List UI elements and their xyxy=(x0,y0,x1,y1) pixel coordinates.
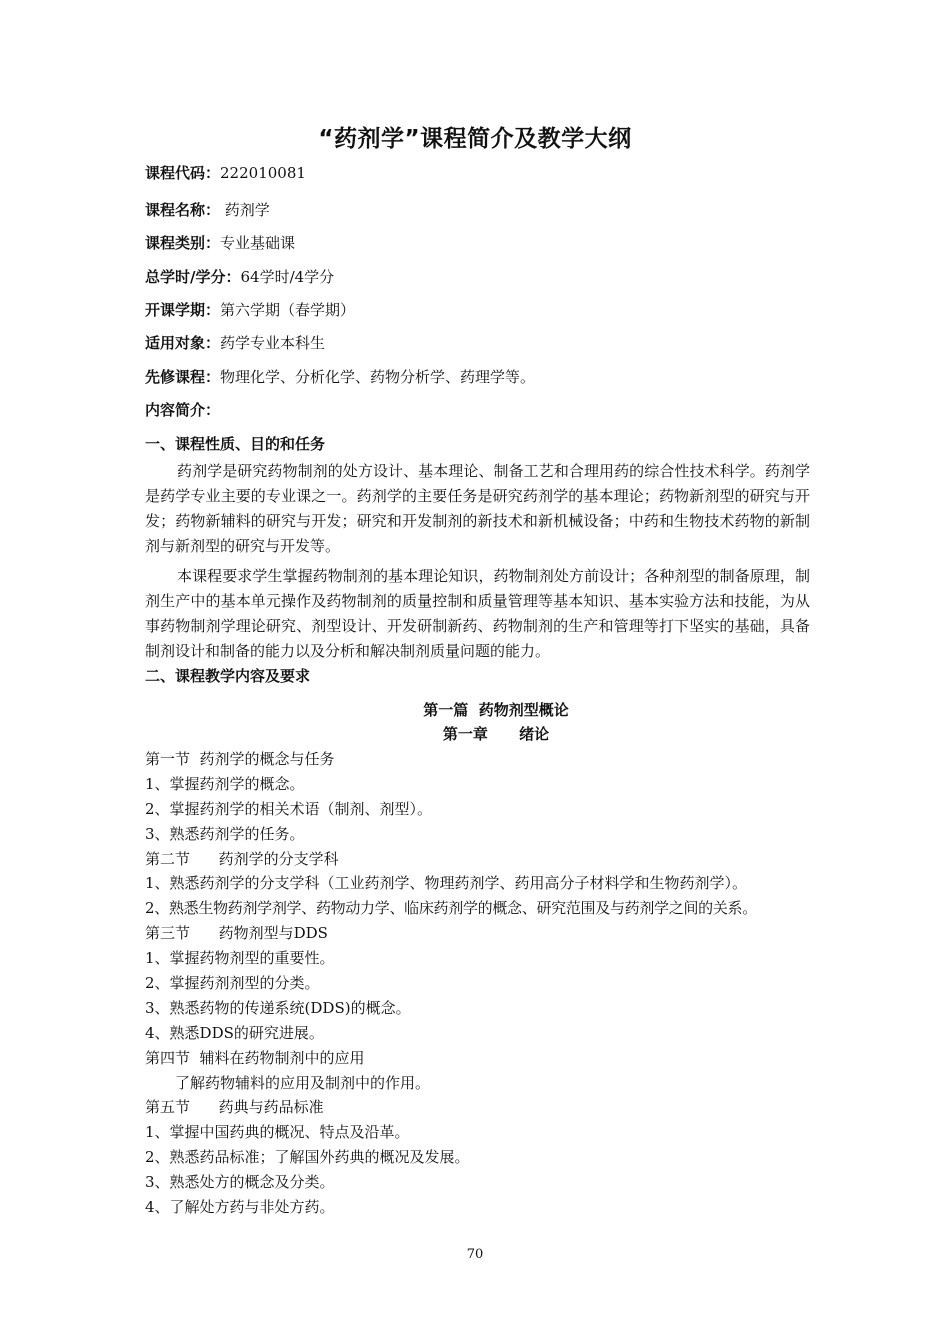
meta-label: 适用对象： xyxy=(145,334,221,352)
list-item: 第四节 辅料在药物制剂中的应用 xyxy=(145,1048,365,1067)
meta-label: 先修课程： xyxy=(145,368,221,386)
list-item: 3、熟悉药剂学的任务。 xyxy=(145,824,305,843)
list-item: 1、熟悉药剂学的分支学科（工业药剂学、物理药剂学、药用高分子材料学和生物药剂学）。 xyxy=(145,874,748,893)
meta-hours-credits xyxy=(145,267,825,287)
meta-value: 64学时/4学分 xyxy=(240,268,335,286)
meta-value: 物理化学、分析化学、药物分析学、药理学等。 xyxy=(220,368,536,386)
section1-heading: 一、课程性质、目的和任务 xyxy=(145,435,326,453)
part-title: 第一篇 药物剂型概论 xyxy=(423,701,569,719)
section1-paragraph-1: 药剂学是研究药物制剂的处方设计、基本理论、制备工艺和合理用药的综合性技术科学。药剂学是药学专业主要的专业课之一。药剂学的主要任务是研究药剂学的基本理论；药物新剂型的研究与开发；药物新辅料的研究与开发；研究和开发制剂的新技术和新机械设备；中药和生物技术药物的新制剂与新剂型的研究与开发等。 xyxy=(145,462,810,555)
list-item: 4、了解处方药与非处方药。 xyxy=(145,1198,335,1217)
list-item: 1、掌握药物剂型的重要性。 xyxy=(145,949,335,968)
list-item: 第二节 药剂学的分支学科 xyxy=(145,849,339,868)
list-item: 3、熟悉药物的传递系统(DDS)的概念。 xyxy=(145,998,411,1017)
list-item: 2、熟悉药品标准；了解国外药典的概况及发展。 xyxy=(145,1148,470,1167)
list-item: 第五节 药典与药品标准 xyxy=(145,1098,324,1117)
list-item: 2、掌握药剂剂型的分类。 xyxy=(145,974,320,993)
meta-audience xyxy=(145,333,825,353)
syllabus-list xyxy=(145,747,825,1220)
meta-value: 药剂学 xyxy=(220,201,270,219)
section2-heading: 二、课程教学内容及要求 xyxy=(145,667,311,685)
meta-label: 总学时/学分： xyxy=(145,268,241,286)
meta-label: 开课学期： xyxy=(145,301,221,319)
page-title: “药剂学”课程简介及教学大纲 xyxy=(318,126,632,152)
page-number: 70 xyxy=(466,1247,484,1262)
meta-value: 第六学期（春学期） xyxy=(220,301,356,319)
meta-value: 专业基础课 xyxy=(220,234,296,252)
list-item: 4、熟悉DDS的研究进展。 xyxy=(145,1023,324,1042)
chapter-title: 第一章 绪论 xyxy=(442,725,550,743)
meta-label: 课程类别： xyxy=(145,234,221,252)
meta-course-name xyxy=(145,200,825,220)
section1-paragraph-2: 本课程要求学生掌握药物制剂的基本理论知识，药物制剂处方前设计；各种剂型的制备原理，制剂生产中的基本单元操作及药物制剂的质量控制和质量管理等基本知识、基本实验方法和技能，为从事药物制剂学理论研究、剂型设计、开发研制新药、药物制剂的生产和管理等打下坚实的基础，具备制剂设计和制备的能力以及分析和解决制剂质量问题的能力。 xyxy=(145,567,810,660)
meta-value: 222010081 xyxy=(220,164,306,182)
meta-value: 药学专业本科生 xyxy=(220,334,326,352)
list-item: 1、掌握药剂学的概念。 xyxy=(145,774,305,793)
list-item: 第三节 药物剂型与DDS xyxy=(145,924,328,943)
list-item: 3、熟悉处方的概念及分类。 xyxy=(145,1173,335,1192)
meta-course-type xyxy=(145,233,825,253)
meta-semester xyxy=(145,300,825,320)
meta-content-intro xyxy=(145,400,825,420)
list-item: 2、熟悉生物药剂学剂学、药物动力学、临床药剂学的概念、研究范围及与药剂学之间的关系。 xyxy=(145,899,757,918)
list-item: 2、掌握药剂学的相关术语（制剂、剂型）。 xyxy=(145,799,433,818)
list-item: 了解药物辅料的应用及制剂中的作用。 xyxy=(175,1073,431,1092)
list-item: 第一节 药剂学的概念与任务 xyxy=(145,750,335,768)
meta-prerequisites xyxy=(145,367,825,387)
meta-course-code xyxy=(145,163,825,183)
list-item: 1、掌握中国药典的概况、特点及沿革。 xyxy=(145,1123,410,1142)
meta-label: 课程代码： xyxy=(145,164,221,182)
meta-label: 内容简介： xyxy=(145,401,221,419)
meta-label: 课程名称： xyxy=(145,201,221,219)
